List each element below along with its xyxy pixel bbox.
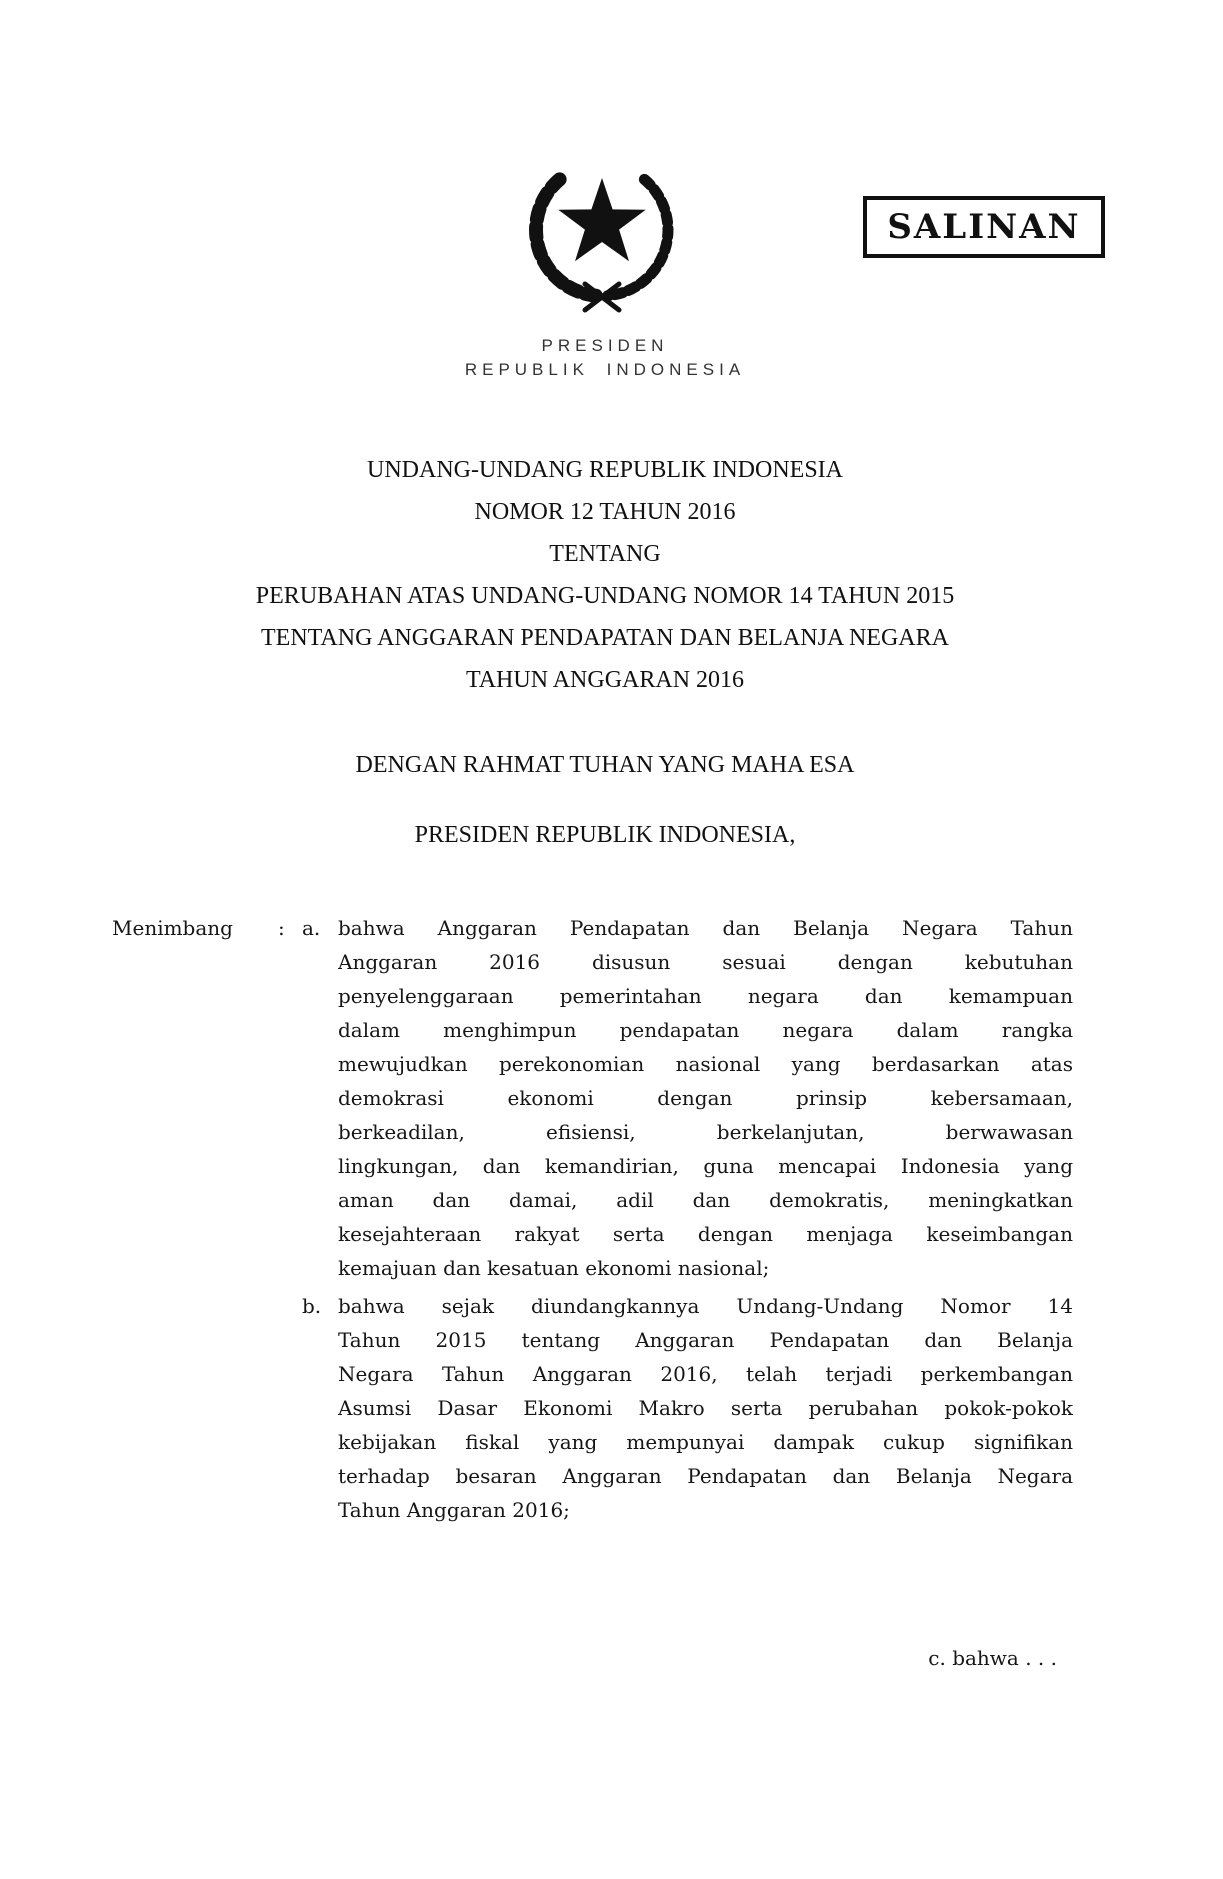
consideration-item-text bbox=[338, 1289, 1073, 1527]
consideration-item-marker: b. bbox=[302, 1294, 322, 1318]
text-line: kebijakan fiskal yang mempunyai dampak cukup signifikan bbox=[338, 1430, 1073, 1454]
text-line: bahwa Anggaran Pendapatan dan Belanja Negara Tahun bbox=[338, 916, 1073, 940]
authority-line: PRESIDEN REPUBLIK INDONESIA, bbox=[414, 822, 796, 848]
consideration-item bbox=[112, 911, 1073, 1285]
text-line: Anggaran 2016 disusun sesuai dengan kebutuhan bbox=[338, 950, 1073, 974]
text-line: aman dan damai, adil dan demokratis, meningkatkan bbox=[338, 1188, 1073, 1212]
letterhead-republik-indonesia: REPUBLIK INDONESIA bbox=[464, 360, 746, 379]
star-icon bbox=[558, 178, 645, 261]
salinan-stamp-label: SALINAN bbox=[887, 207, 1081, 247]
considerations-colon: : bbox=[278, 916, 285, 940]
text-line: bahwa sejak diundangkannya Undang-Undang Nomor 14 bbox=[338, 1294, 1073, 1318]
presidential-seal-icon bbox=[517, 148, 687, 328]
text-line: penyelenggaraan pemerintahan negara dan kemampuan bbox=[338, 984, 1073, 1008]
law-title-line: TENTANG ANGGARAN PENDAPATAN DAN BELANJA NEGARA bbox=[261, 625, 949, 651]
text-line: berkeadilan, efisiensi, berkelanjutan, berwawasan bbox=[338, 1120, 1073, 1144]
considerations bbox=[112, 911, 1073, 1531]
letterhead bbox=[305, 336, 905, 380]
text-line: Negara Tahun Anggaran 2016, telah terjadi perkembangan bbox=[338, 1362, 1073, 1386]
text-line: Tahun 2015 tentang Anggaran Pendapatan dan Belanja bbox=[338, 1328, 1073, 1352]
consideration-item-marker: a. bbox=[302, 916, 321, 940]
text-line: kesejahteraan rakyat serta dengan menjaga keseimbangan bbox=[338, 1222, 1073, 1246]
consideration-item bbox=[112, 1289, 1073, 1527]
law-title-line: TAHUN ANGGARAN 2016 bbox=[465, 667, 745, 693]
salinan-stamp bbox=[863, 196, 1105, 258]
text-line: Asumsi Dasar Ekonomi Makro serta perubahan pokok-pokok bbox=[338, 1396, 1073, 1420]
law-title-line: UNDANG-UNDANG REPUBLIK INDONESIA bbox=[367, 457, 843, 483]
law-title-line: TENTANG bbox=[549, 541, 661, 567]
invocation-line: DENGAN RAHMAT TUHAN YANG MAHA ESA bbox=[355, 752, 855, 778]
catchword: c. bahwa . . . bbox=[928, 1646, 1057, 1670]
text-line: Tahun Anggaran 2016; bbox=[338, 1498, 570, 1522]
text-line: mewujudkan perekonomian nasional yang berdasarkan atas bbox=[338, 1052, 1073, 1076]
text-line: kemajuan dan kesatuan ekonomi nasional; bbox=[338, 1256, 770, 1280]
consideration-item-text bbox=[338, 911, 1073, 1285]
letterhead-presiden: PRESIDEN bbox=[541, 336, 669, 355]
law-title-line: NOMOR 12 TAHUN 2016 bbox=[474, 499, 736, 525]
law-title bbox=[205, 449, 1005, 701]
text-line: lingkungan, dan kemandirian, guna mencapai Indonesia yang bbox=[338, 1154, 1073, 1178]
considerations-label: Menimbang bbox=[112, 916, 233, 940]
text-line: demokrasi ekonomi dengan prinsip kebersamaan, bbox=[338, 1086, 1073, 1110]
law-title-line: PERUBAHAN ATAS UNDANG-UNDANG NOMOR 14 TAHUN 2015 bbox=[255, 583, 955, 609]
text-line: dalam menghimpun pendapatan negara dalam rangka bbox=[338, 1018, 1073, 1042]
text-line: terhadap besaran Anggaran Pendapatan dan Belanja Negara bbox=[338, 1464, 1073, 1488]
